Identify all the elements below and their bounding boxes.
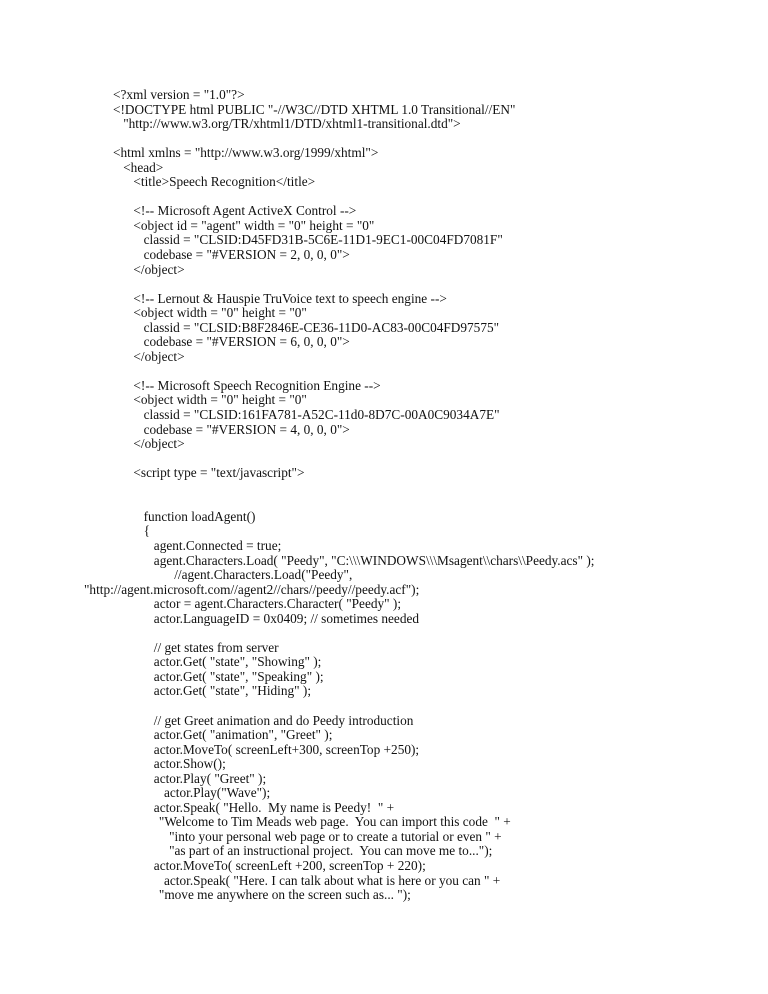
code-line: "into your personal web page or to create a tutorial or even " + <box>169 828 502 844</box>
code-line: <!-- Microsoft Agent ActiveX Control --> <box>133 203 357 219</box>
blank-line <box>113 495 594 510</box>
code-line: actor.Speak( "Hello. My name is Peedy! " + <box>153 799 395 815</box>
code-line: agent.Connected = true; <box>153 537 282 553</box>
code-line: actor.Get( "state", "Showing" ); <box>153 654 322 670</box>
code-line: actor = agent.Characters.Character( "Peedy" ); <box>153 596 402 612</box>
code-line: <html xmlns = "http://www.w3.org/1999/xhtml"> <box>113 145 379 161</box>
code-line: // get Greet animation and do Peedy introduction <box>153 712 414 728</box>
code-line: classid = "CLSID:D45FD31B-5C6E-11D1-9EC1-00C04FD7081F" <box>143 232 503 248</box>
blank-line <box>113 452 594 467</box>
blank-line <box>113 190 594 205</box>
code-line: function loadAgent() <box>143 508 256 524</box>
code-line: classid = "CLSID:B8F2846E-CE36-11D0-AC83-00C04FD97575" <box>143 319 500 335</box>
code-line: </object> <box>133 348 185 364</box>
code-line: <object width = "0" height = "0" <box>133 392 307 408</box>
code-line: </object> <box>133 436 185 452</box>
blank-line <box>113 626 594 641</box>
blank-line <box>113 364 594 379</box>
code-line: </object> <box>133 261 185 277</box>
code-line: codebase = "#VERSION = 2, 0, 0, 0"> <box>143 247 350 263</box>
code-line: actor.LanguageID = 0x0409; // sometimes needed <box>153 610 420 626</box>
code-line: actor.Speak( "Here. I can talk about what is here or you can " + <box>164 872 501 888</box>
code-line: <object width = "0" height = "0" <box>133 305 307 321</box>
code-line: actor.MoveTo( screenLeft +200, screenTop + 220); <box>153 857 426 873</box>
code-line: <!-- Microsoft Speech Recognition Engine --> <box>133 377 381 393</box>
code-line: "http://www.w3.org/TR/xhtml1/DTD/xhtml1-transitional.dtd"> <box>123 116 461 132</box>
code-line: actor.MoveTo( screenLeft+300, screenTop +250); <box>153 741 420 757</box>
code-listing <box>84 87 595 903</box>
code-line: "http://agent.microsoft.com//agent2//chars//peedy//peedy.acf"); <box>84 581 420 597</box>
code-line: actor.Show(); <box>153 756 226 772</box>
code-line: <title>Speech Recognition</title> <box>133 174 316 190</box>
code-line: actor.Play("Wave"); <box>164 785 271 801</box>
blank-line <box>113 699 594 714</box>
code-line: <head> <box>123 159 164 175</box>
code-line: codebase = "#VERSION = 6, 0, 0, 0"> <box>143 334 350 350</box>
code-line: actor.Get( "state", "Hiding" ); <box>153 683 312 699</box>
code-line: <script type = "text/javascript"> <box>133 465 305 481</box>
code-line: agent.Characters.Load( "Peedy", "C:\\\WINDOWS\\\Msagent\\chars\\Peedy.acs" ); <box>153 552 595 568</box>
code-line: actor.Play( "Greet" ); <box>153 770 267 786</box>
code-line: classid = "CLSID:161FA781-A52C-11d0-8D7C-00A0C9034A7E" <box>143 407 500 423</box>
code-line: "Welcome to Tim Meads web page. You can import this code " + <box>158 814 511 830</box>
code-line: "as part of an instructional project. You can move me to..."); <box>169 843 493 859</box>
code-line: { <box>143 523 150 539</box>
code-line: <object id = "agent" width = "0" height = "0" <box>133 217 375 233</box>
code-line: <!DOCTYPE html PUBLIC "-//W3C//DTD XHTML 1.0 Transitional//EN" <box>113 101 516 117</box>
code-line: actor.Get( "animation", "Greet" ); <box>153 727 333 743</box>
code-line: //agent.Characters.Load("Peedy", <box>174 567 353 583</box>
blank-line <box>113 481 594 496</box>
blank-line <box>113 277 594 292</box>
blank-line <box>113 132 594 147</box>
code-line: <?xml version = "1.0"?> <box>113 87 245 102</box>
code-line: codebase = "#VERSION = 4, 0, 0, 0"> <box>143 421 350 437</box>
code-line: // get states from server <box>153 639 279 655</box>
code-line: <!-- Lernout & Hauspie TruVoice text to speech engine --> <box>133 290 447 306</box>
code-line: "move me anywhere on the screen such as... "); <box>158 887 411 903</box>
code-line: actor.Get( "state", "Speaking" ); <box>153 668 324 684</box>
